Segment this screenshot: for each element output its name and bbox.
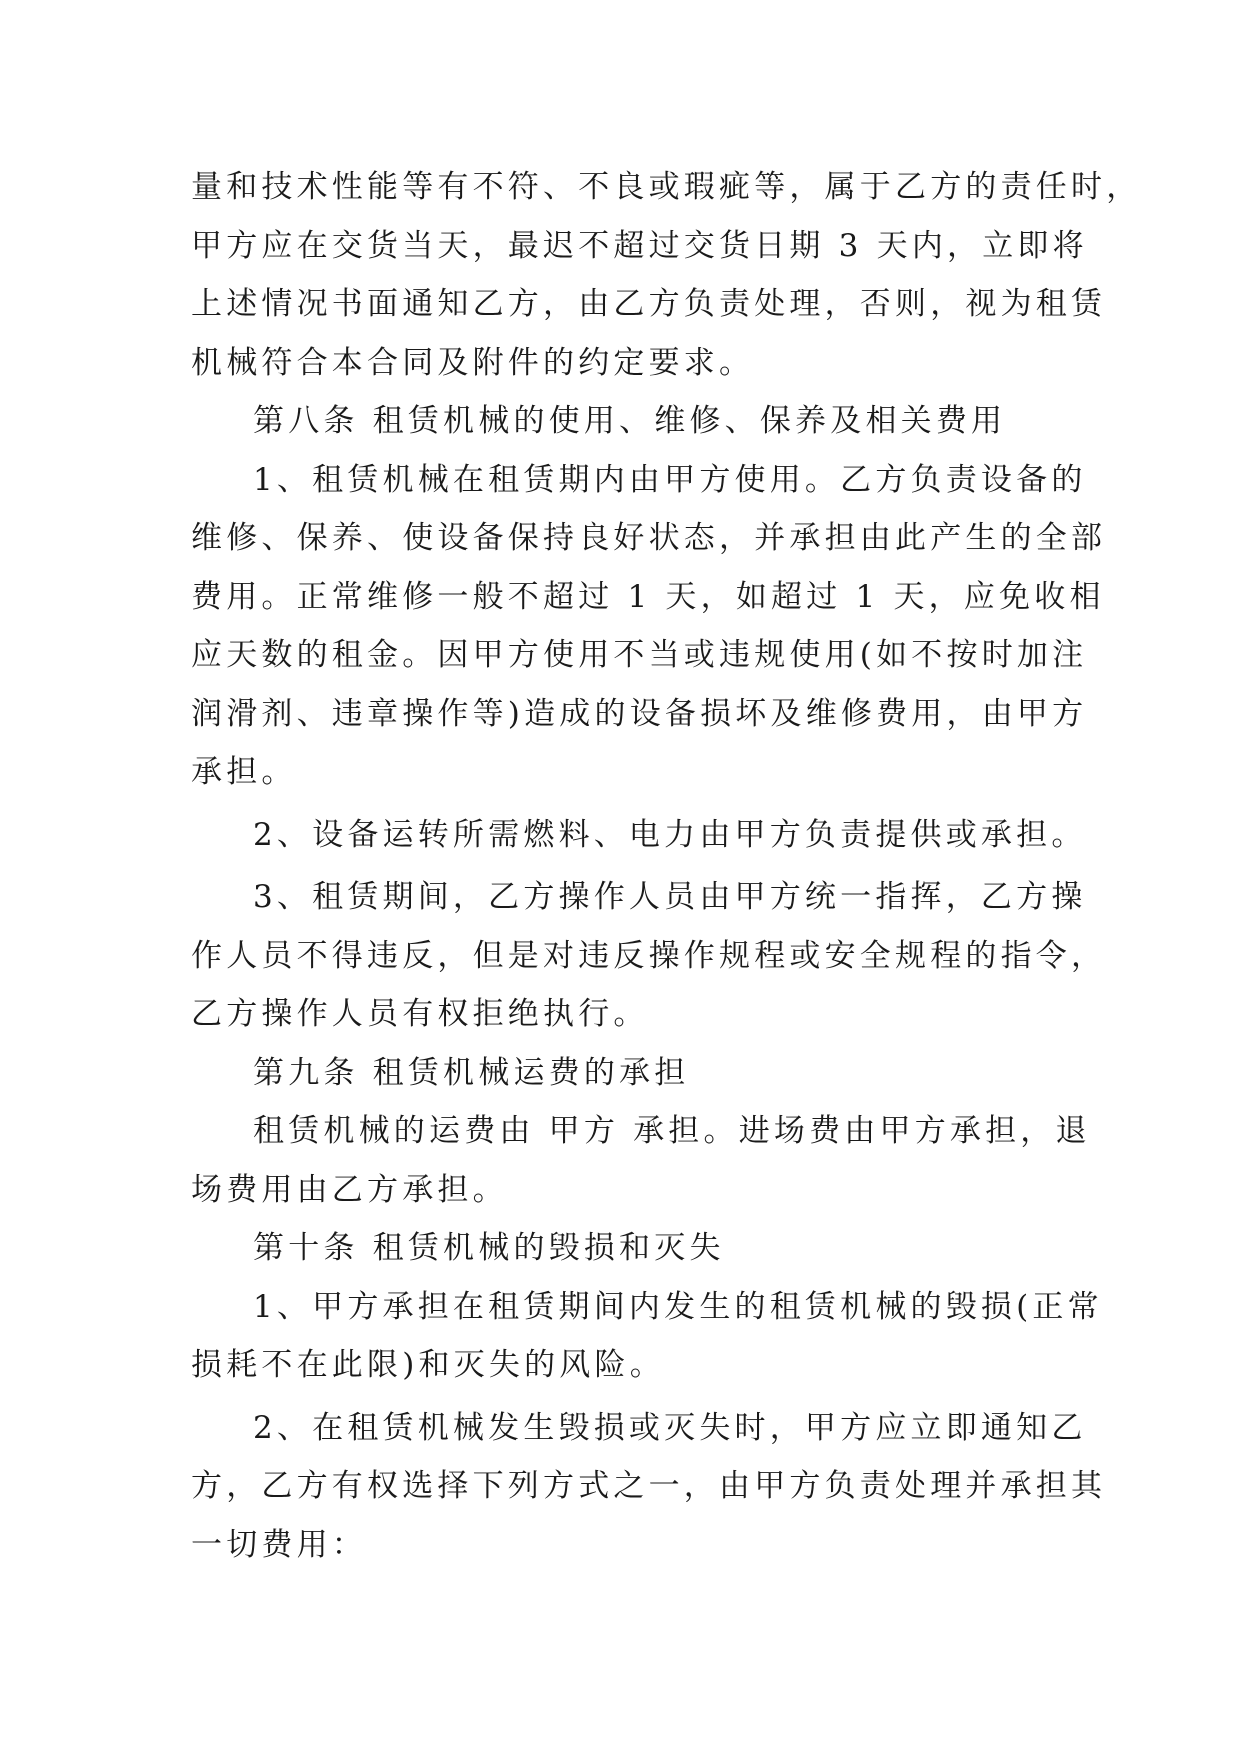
body-line: 作人员不得违反，但是对违反操作规程或安全规程的指令， xyxy=(191,937,1107,974)
body-line: 应天数的租金。因甲方使用不当或违规使用(如不按时加注 xyxy=(191,637,1088,673)
body-line: 方，乙方有权选择下列方式之一，由甲方负责处理并承担其 xyxy=(191,1468,1107,1504)
body-line: 3、租赁期间，乙方操作人员由甲方统一指挥，乙方操 xyxy=(253,879,1087,915)
article-8-heading: 第八条 租赁机械的使用、维修、保养及相关费用 xyxy=(253,403,1007,439)
body-line: 维修、保养、使设备保持良好状态，并承担由此产生的全部 xyxy=(191,520,1107,556)
body-line: 费用。正常维修一般不超过 1 天，如超过 1 天，应免收相 xyxy=(191,578,1105,615)
body-line: 1、租赁机械在租赁期内由甲方使用。乙方负责设备的 xyxy=(253,461,1087,498)
article-10-heading: 第十条 租赁机械的毁损和灭失 xyxy=(253,1230,725,1266)
body-line: 乙方操作人员有权拒绝执行。 xyxy=(191,996,649,1032)
body-line: 润滑剂、违章操作等)造成的设备损坏及维修费用，由甲方 xyxy=(191,695,1088,732)
body-line: 承担。 xyxy=(191,754,297,790)
body-line: 2、设备运转所需燃料、电力由甲方负责提供或承担。 xyxy=(253,816,1087,853)
body-line: 场费用由乙方承担。 xyxy=(191,1171,508,1208)
document-body xyxy=(191,158,1142,1574)
body-line: 1、甲方承担在租赁期间内发生的租赁机械的毁损(正常 xyxy=(253,1288,1103,1325)
body-line: 租赁机械的运费由 甲方 承担。进场费由甲方承担，退 xyxy=(253,1113,1091,1149)
article-9-heading: 第九条 租赁机械运费的承担 xyxy=(253,1054,690,1091)
body-line: 损耗不在此限)和灭失的风险。 xyxy=(191,1347,665,1383)
body-line: 甲方应在交货当天，最迟不超过交货日期 3 天内，立即将 xyxy=(191,227,1088,264)
body-line: 2、在租赁机械发生毁损或灭失时，甲方应立即通知乙 xyxy=(253,1409,1087,1446)
body-line: 一切费用： xyxy=(191,1526,367,1563)
body-line: 量和技术性能等有不符、不良或瑕疵等，属于乙方的责任时， xyxy=(191,169,1142,205)
body-line: 机械符合本合同及附件的约定要求。 xyxy=(191,344,755,381)
body-line: 上述情况书面通知乙方，由乙方负责处理，否则，视为租赁 xyxy=(191,286,1107,322)
